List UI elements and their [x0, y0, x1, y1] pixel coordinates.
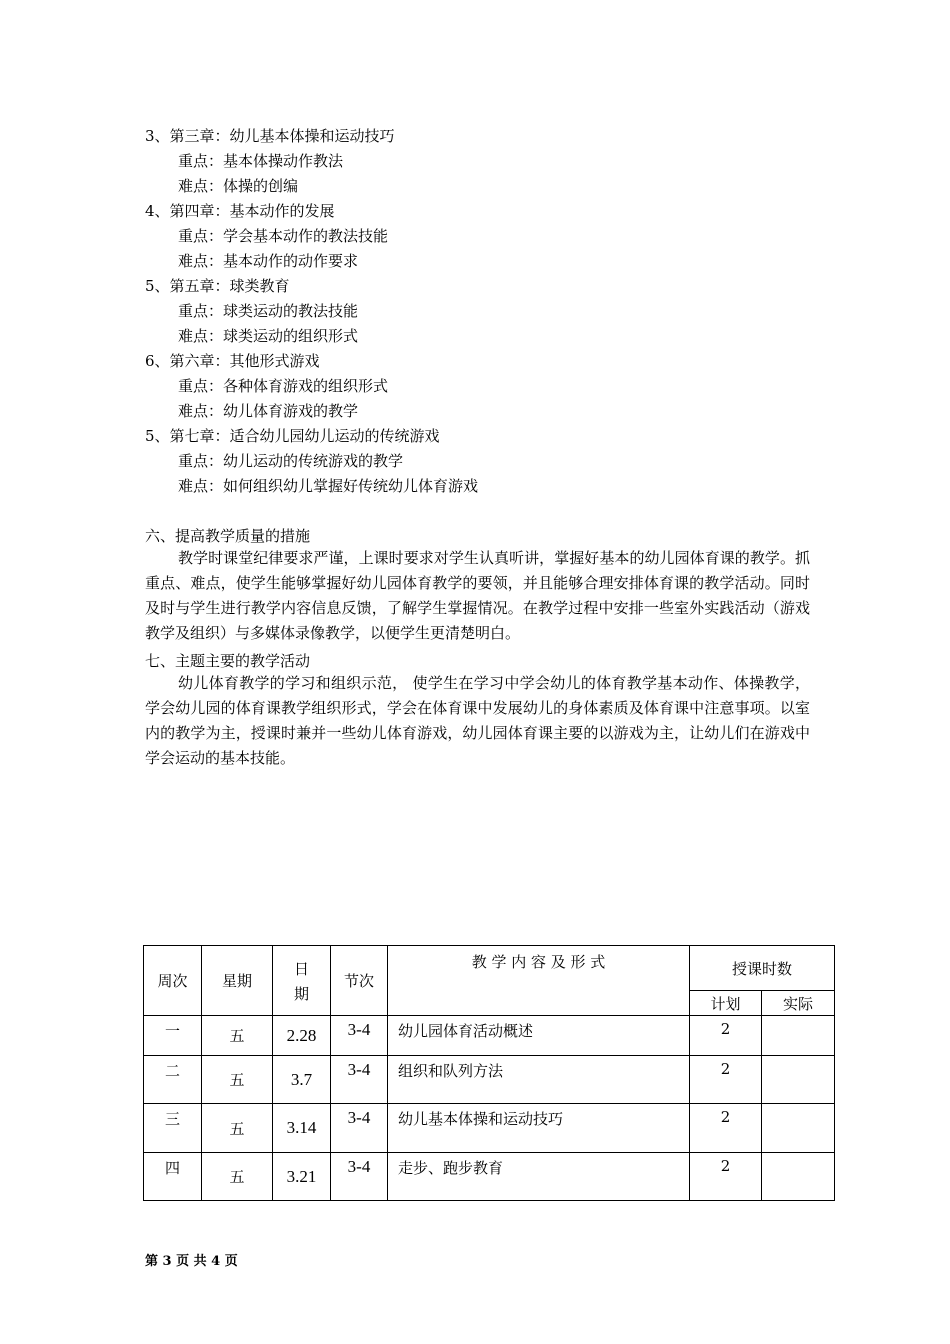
cell-period: 3-4	[331, 1056, 388, 1104]
section-7-heading: 七、主题主要的教学活动	[145, 652, 311, 670]
chapter-6-key: 重点：各种体育游戏的组织形式	[178, 377, 389, 395]
chapter-3-difficulty: 难点：体操的创编	[178, 177, 299, 195]
cell-weekday: 五	[202, 1104, 273, 1153]
section-7-paragraph: 幼儿体育教学的学习和组织示范， 使学生在学习中学会幼儿的体育教学基本动作、体操教学，学会幼儿园的体育课教学组织形式，学会在体育课中发展幼儿的身体素质及体育课中注意事项。以室内的教学为主，授课时兼并一些幼儿体育游戏，幼儿园体育课主要的以游戏为主，让幼儿们在游戏中学会运动的基本技能。	[145, 674, 810, 767]
chapter-7-title: 5、第七章：适合幼儿园幼儿运动的传统游戏	[145, 427, 440, 445]
cell-content: 走步、跑步教育	[388, 1153, 690, 1201]
header-date	[273, 946, 331, 1016]
section-6-paragraph: 教学时课堂纪律要求严谨，上课时要求对学生认真听讲，掌握好基本的幼儿园体育课的教学。抓重点、难点，使学生能够掌握好幼儿园体育教学的要领，并且能够合理安排体育课的教学活动。同时及时与学生进行教学内容信息反馈，了解学生掌握情况。在教学过程中安排一些室外实践活动（游戏教学及组织）与多媒体录像教学，以便学生更清楚明白。	[145, 549, 810, 642]
section-6-body	[145, 546, 810, 646]
cell-content: 组织和队列方法	[388, 1056, 690, 1104]
header-date-line2: 期	[293, 984, 309, 1003]
page-footer: 第 3 页 共 4 页	[145, 1254, 238, 1269]
cell-period: 3-4	[331, 1104, 388, 1153]
chapter-5-title: 5、第五章：球类教育	[145, 277, 290, 295]
section-7-body	[145, 671, 810, 771]
chapter-3-key: 重点：基本体操动作教法	[178, 152, 344, 170]
header-hours: 授课时数	[690, 946, 835, 991]
chapter-7-key: 重点：幼儿运动的传统游戏的教学	[178, 452, 404, 470]
chapter-3-title: 3、第三章：幼儿基本体操和运动技巧	[145, 127, 395, 145]
chapter-5-key: 重点：球类运动的教法技能	[178, 302, 359, 320]
cell-week: 一	[144, 1016, 202, 1056]
table-row	[144, 1056, 835, 1104]
cell-weekday: 五	[202, 1153, 273, 1201]
cell-content: 幼儿园体育活动概述	[388, 1016, 690, 1056]
header-content: 教 学 内 容 及 形 式	[388, 946, 690, 1016]
cell-actual	[762, 1104, 835, 1153]
chapter-7-difficulty: 难点：如何组织幼儿掌握好传统幼儿体育游戏	[178, 477, 479, 495]
cell-weekday: 五	[202, 1056, 273, 1104]
chapter-4-title: 4、第四章：基本动作的发展	[145, 202, 335, 220]
cell-period: 3-4	[331, 1016, 388, 1056]
cell-actual	[762, 1056, 835, 1104]
cell-week: 二	[144, 1056, 202, 1104]
cell-planned: 2	[690, 1153, 762, 1201]
cell-actual	[762, 1153, 835, 1201]
chapter-4-difficulty: 难点：基本动作的动作要求	[178, 252, 359, 270]
cell-planned: 2	[690, 1104, 762, 1153]
header-period: 节次	[331, 946, 388, 1016]
cell-date: 3.21	[273, 1153, 331, 1201]
table-row	[144, 1153, 835, 1201]
chapter-6-title: 6、第六章：其他形式游戏	[145, 352, 320, 370]
table-row	[144, 1104, 835, 1153]
header-date-line1: 日	[293, 959, 309, 978]
header-planned: 计划	[690, 991, 762, 1016]
cell-date: 2.28	[273, 1016, 331, 1056]
cell-week: 三	[144, 1104, 202, 1153]
header-actual: 实际	[762, 991, 835, 1016]
cell-planned: 2	[690, 1016, 762, 1056]
table-row	[144, 1016, 835, 1056]
cell-content: 幼儿基本体操和运动技巧	[388, 1104, 690, 1153]
chapter-4-key: 重点：学会基本动作的教法技能	[178, 227, 389, 245]
cell-weekday: 五	[202, 1016, 273, 1056]
table-header-row	[144, 946, 835, 991]
chapter-6-difficulty: 难点：幼儿体育游戏的教学	[178, 402, 359, 420]
cell-planned: 2	[690, 1056, 762, 1104]
cell-week: 四	[144, 1153, 202, 1201]
chapter-5-difficulty: 难点：球类运动的组织形式	[178, 327, 359, 345]
cell-period: 3-4	[331, 1153, 388, 1201]
section-6-heading: 六、提高教学质量的措施	[145, 527, 311, 545]
header-weekday: 星期	[202, 946, 273, 1016]
cell-actual	[762, 1016, 835, 1056]
cell-date: 3.7	[273, 1056, 331, 1104]
cell-date: 3.14	[273, 1104, 331, 1153]
schedule-table	[143, 945, 835, 1201]
header-week: 周次	[144, 946, 202, 1016]
